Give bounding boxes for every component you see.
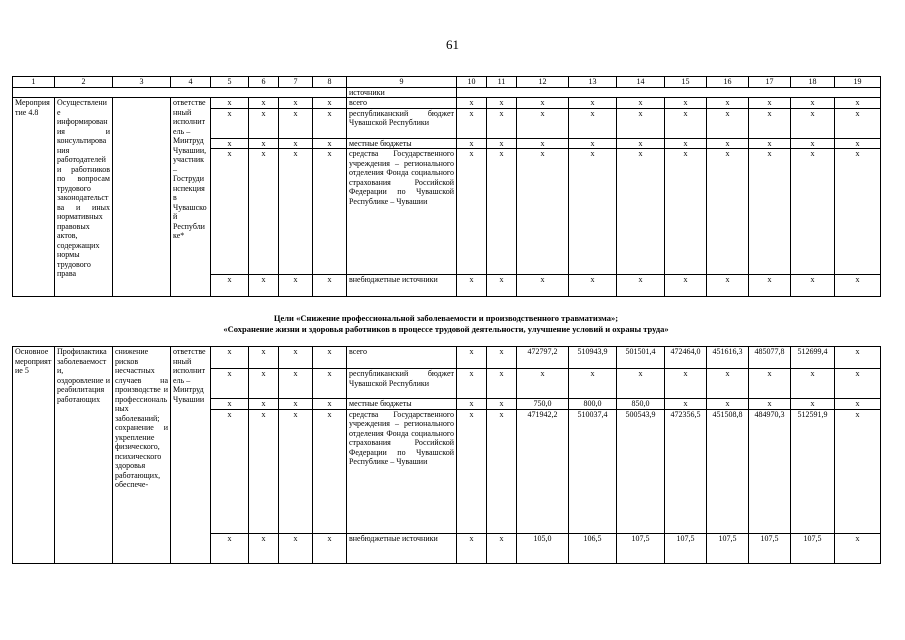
cell-value: x <box>569 369 617 399</box>
column-number: 8 <box>313 77 347 88</box>
cell-value: x <box>279 409 313 533</box>
cell-value: x <box>569 98 617 109</box>
cell-value: x <box>211 533 249 563</box>
cell-value: x <box>279 108 313 138</box>
cell-value: x <box>313 108 347 138</box>
cell-value: x <box>749 275 791 297</box>
event-col3 <box>113 98 171 297</box>
cell-value: x <box>249 409 279 533</box>
cell-value: x <box>791 98 835 109</box>
cell-value: 451616,3 <box>707 347 749 369</box>
cell-value: x <box>279 149 313 275</box>
cell-value: x <box>791 369 835 399</box>
cell-value: x <box>791 108 835 138</box>
cell-value: x <box>517 108 569 138</box>
cell-value: x <box>665 138 707 149</box>
cell-value: x <box>211 98 249 109</box>
goals-line-1: Цели «Снижение профессиональной заболеваемости и производственного травматизма»; <box>273 313 619 323</box>
cell-value: 107,5 <box>749 533 791 563</box>
column-number: 4 <box>171 77 211 88</box>
cell-value: x <box>707 98 749 109</box>
cell-value: x <box>457 138 487 149</box>
cell-value: x <box>569 108 617 138</box>
cell-value: x <box>249 275 279 297</box>
cell-value: x <box>211 399 249 410</box>
cell-value: x <box>835 149 881 275</box>
cell-value: x <box>791 138 835 149</box>
column-number: 5 <box>211 77 249 88</box>
funding-source: республиканский бюджет Чувашской Республики <box>347 369 457 399</box>
cell-value: x <box>487 369 517 399</box>
funding-source: республиканский бюджет Чувашской Республики <box>347 108 457 138</box>
cell-value: x <box>313 409 347 533</box>
funding-source: внебюджетные источники <box>347 275 457 297</box>
program-table-part-1 <box>12 76 881 297</box>
goals-heading <box>12 313 880 335</box>
column-number: 2 <box>55 77 113 88</box>
cell-value: 107,5 <box>665 533 707 563</box>
cell-value: x <box>791 275 835 297</box>
cell-value: 800,0 <box>569 399 617 410</box>
table-body-block-1 <box>13 98 881 297</box>
page-number: 61 <box>446 37 459 52</box>
cell-value: x <box>211 409 249 533</box>
cell-value: 472356,5 <box>665 409 707 533</box>
column-number: 11 <box>487 77 517 88</box>
cell-value: x <box>313 275 347 297</box>
cell-value: x <box>517 138 569 149</box>
cell-value: x <box>749 369 791 399</box>
cell-value: x <box>835 98 881 109</box>
column-number: 6 <box>249 77 279 88</box>
table-row <box>13 87 881 98</box>
cell-value: x <box>569 275 617 297</box>
cell-value: x <box>457 98 487 109</box>
cell-value: x <box>665 369 707 399</box>
cell-value: x <box>835 399 881 410</box>
cell-value: x <box>487 533 517 563</box>
cell-value: x <box>211 275 249 297</box>
cell-value: x <box>487 108 517 138</box>
cell-value: 750,0 <box>517 399 569 410</box>
column-number: 12 <box>517 77 569 88</box>
cell-value: 484970,3 <box>749 409 791 533</box>
cell-value: x <box>665 108 707 138</box>
cell-value: x <box>487 347 517 369</box>
cell-value: x <box>791 399 835 410</box>
cell-value: x <box>707 149 749 275</box>
cell-value: x <box>617 108 665 138</box>
cell-value: x <box>835 275 881 297</box>
cell-value: 106,5 <box>569 533 617 563</box>
cell-value: x <box>487 138 517 149</box>
cell-value: 107,5 <box>791 533 835 563</box>
cell-value: x <box>517 98 569 109</box>
cell-value: x <box>835 409 881 533</box>
funding-source: внебюджетные источники <box>347 533 457 563</box>
cell-value: 451508,8 <box>707 409 749 533</box>
cell-value: x <box>279 533 313 563</box>
column-number: 10 <box>457 77 487 88</box>
cell-value: x <box>487 399 517 410</box>
column-number: 14 <box>617 77 665 88</box>
event-col1: Основное мероприятие 5 <box>13 347 55 564</box>
cell-value: 501501,4 <box>617 347 665 369</box>
cell-value: x <box>457 108 487 138</box>
cell-value: x <box>835 369 881 399</box>
cell-value: 500543,9 <box>617 409 665 533</box>
cell-value: x <box>791 149 835 275</box>
cell-value: x <box>569 149 617 275</box>
cell-value: x <box>211 138 249 149</box>
event-col4: ответственный исполнитель – Минтруд Чувашии, участник – Гострудинспекция в Чувашской Республике* <box>171 98 211 297</box>
cell-value: x <box>835 138 881 149</box>
cell-value: x <box>249 399 279 410</box>
cell-value: x <box>457 149 487 275</box>
cell-value: x <box>749 98 791 109</box>
event-col3: снижение рисков несчастных случаев на производстве и профессиональных заболеваний; сохранение и укрепление физического, психического здоровья работающих, обеспече- <box>113 347 171 564</box>
column-number: 15 <box>665 77 707 88</box>
cell-value: x <box>457 369 487 399</box>
cell-value: x <box>617 369 665 399</box>
event-col1: Мероприятие 4.8 <box>13 98 55 297</box>
cell-value: x <box>279 399 313 410</box>
cell-value: x <box>249 98 279 109</box>
cell-value: x <box>313 347 347 369</box>
cell-value: x <box>617 275 665 297</box>
cell-value: 107,5 <box>707 533 749 563</box>
cell-value: x <box>665 149 707 275</box>
cell-value: x <box>211 369 249 399</box>
cell-value: x <box>665 399 707 410</box>
funding-source: всего <box>347 347 457 369</box>
cell-value: x <box>279 275 313 297</box>
event-col4: ответственный исполнитель – Минтруд Чувашии <box>171 347 211 564</box>
cell-value: x <box>457 275 487 297</box>
cell-value: x <box>457 533 487 563</box>
cell-value: x <box>487 149 517 275</box>
cell-value: x <box>617 98 665 109</box>
cell-value: x <box>249 369 279 399</box>
cell-value: x <box>211 347 249 369</box>
cell-value: x <box>517 369 569 399</box>
cell-value: x <box>487 409 517 533</box>
cell-value: x <box>313 138 347 149</box>
goals-line-2: «Сохранение жизни и здоровья работников в процессе трудовой деятельности, улучшение условий и охраны труда» <box>223 324 669 334</box>
cell-value: x <box>279 347 313 369</box>
cell-value: 512591,9 <box>791 409 835 533</box>
cell-value: x <box>279 98 313 109</box>
cell-value: x <box>517 149 569 275</box>
cell-value: x <box>665 275 707 297</box>
column-number: 9 <box>347 77 457 88</box>
cell-value: x <box>313 533 347 563</box>
cell-value: x <box>249 347 279 369</box>
cell-value: x <box>487 275 517 297</box>
cell-value: 107,5 <box>617 533 665 563</box>
cell-value: x <box>211 149 249 275</box>
cell-value: x <box>313 399 347 410</box>
cell-value: 471942,2 <box>517 409 569 533</box>
funding-source: средства Государственного учреждения – регионального отделения Фонда социального страхования Российской Федерации по Чувашской Республике – Чувашии <box>347 409 457 533</box>
funding-source: местные бюджеты <box>347 399 457 410</box>
column-number: 17 <box>749 77 791 88</box>
column-number: 13 <box>569 77 617 88</box>
cell-value: x <box>313 149 347 275</box>
column-number: 7 <box>279 77 313 88</box>
cell-value: x <box>249 149 279 275</box>
cell-value: x <box>249 533 279 563</box>
column-number: 19 <box>835 77 881 88</box>
cell-value: x <box>617 149 665 275</box>
cell-value: x <box>279 138 313 149</box>
cell-value: x <box>835 108 881 138</box>
cell-value: x <box>249 138 279 149</box>
cell-value: x <box>707 275 749 297</box>
cell-value: x <box>835 347 881 369</box>
cell-value: x <box>665 98 707 109</box>
program-table-part-2 <box>12 346 881 564</box>
cell-value: x <box>707 108 749 138</box>
cell-value: x <box>835 533 881 563</box>
table-body-1 <box>13 77 881 98</box>
cell-value: x <box>457 409 487 533</box>
cell-value: 472797,2 <box>517 347 569 369</box>
cell-value: x <box>487 98 517 109</box>
cell-value: x <box>749 399 791 410</box>
column-number-row <box>13 77 881 88</box>
cell-value: x <box>249 108 279 138</box>
funding-source: местные бюджеты <box>347 138 457 149</box>
cell-value: x <box>457 347 487 369</box>
cell-value: x <box>569 138 617 149</box>
cell-value: x <box>707 138 749 149</box>
table-body-block-2 <box>13 347 881 564</box>
cell-value: x <box>457 399 487 410</box>
cell-value: x <box>707 399 749 410</box>
cell-value: x <box>749 108 791 138</box>
cell-value: x <box>313 98 347 109</box>
event-col2: Осуществление информирования и консультирования работодателей и работников по вопросам трудового законодательства и иных нормативных правовых актов, содержащих нормы трудового права <box>55 98 113 297</box>
column-number: 1 <box>13 77 55 88</box>
cell-value: x <box>211 108 249 138</box>
cell-value: 510943,9 <box>569 347 617 369</box>
source-label: источники <box>347 87 457 98</box>
cell-value: 512699,4 <box>791 347 835 369</box>
cell-value: x <box>279 369 313 399</box>
funding-source: средства Государственного учреждения – регионального отделения Фонда социального страхования Российской Федерации по Чувашской Республике – Чувашии <box>347 149 457 275</box>
column-number: 18 <box>791 77 835 88</box>
table-row <box>13 98 881 109</box>
cell-value: 472464,0 <box>665 347 707 369</box>
cell-value: 510037,4 <box>569 409 617 533</box>
cell-value: x <box>617 138 665 149</box>
cell-value: x <box>749 138 791 149</box>
table-row <box>13 347 881 369</box>
cell-value: x <box>707 369 749 399</box>
column-number: 16 <box>707 77 749 88</box>
cell-value: x <box>749 149 791 275</box>
column-number: 3 <box>113 77 171 88</box>
event-col2: Профилактика заболеваемости, оздоровление и реабилитация работающих <box>55 347 113 564</box>
cell-value: 105,0 <box>517 533 569 563</box>
funding-source: всего <box>347 98 457 109</box>
cell-value: 850,0 <box>617 399 665 410</box>
cell-value: x <box>313 369 347 399</box>
cell-value: x <box>517 275 569 297</box>
cell-value: 485077,8 <box>749 347 791 369</box>
